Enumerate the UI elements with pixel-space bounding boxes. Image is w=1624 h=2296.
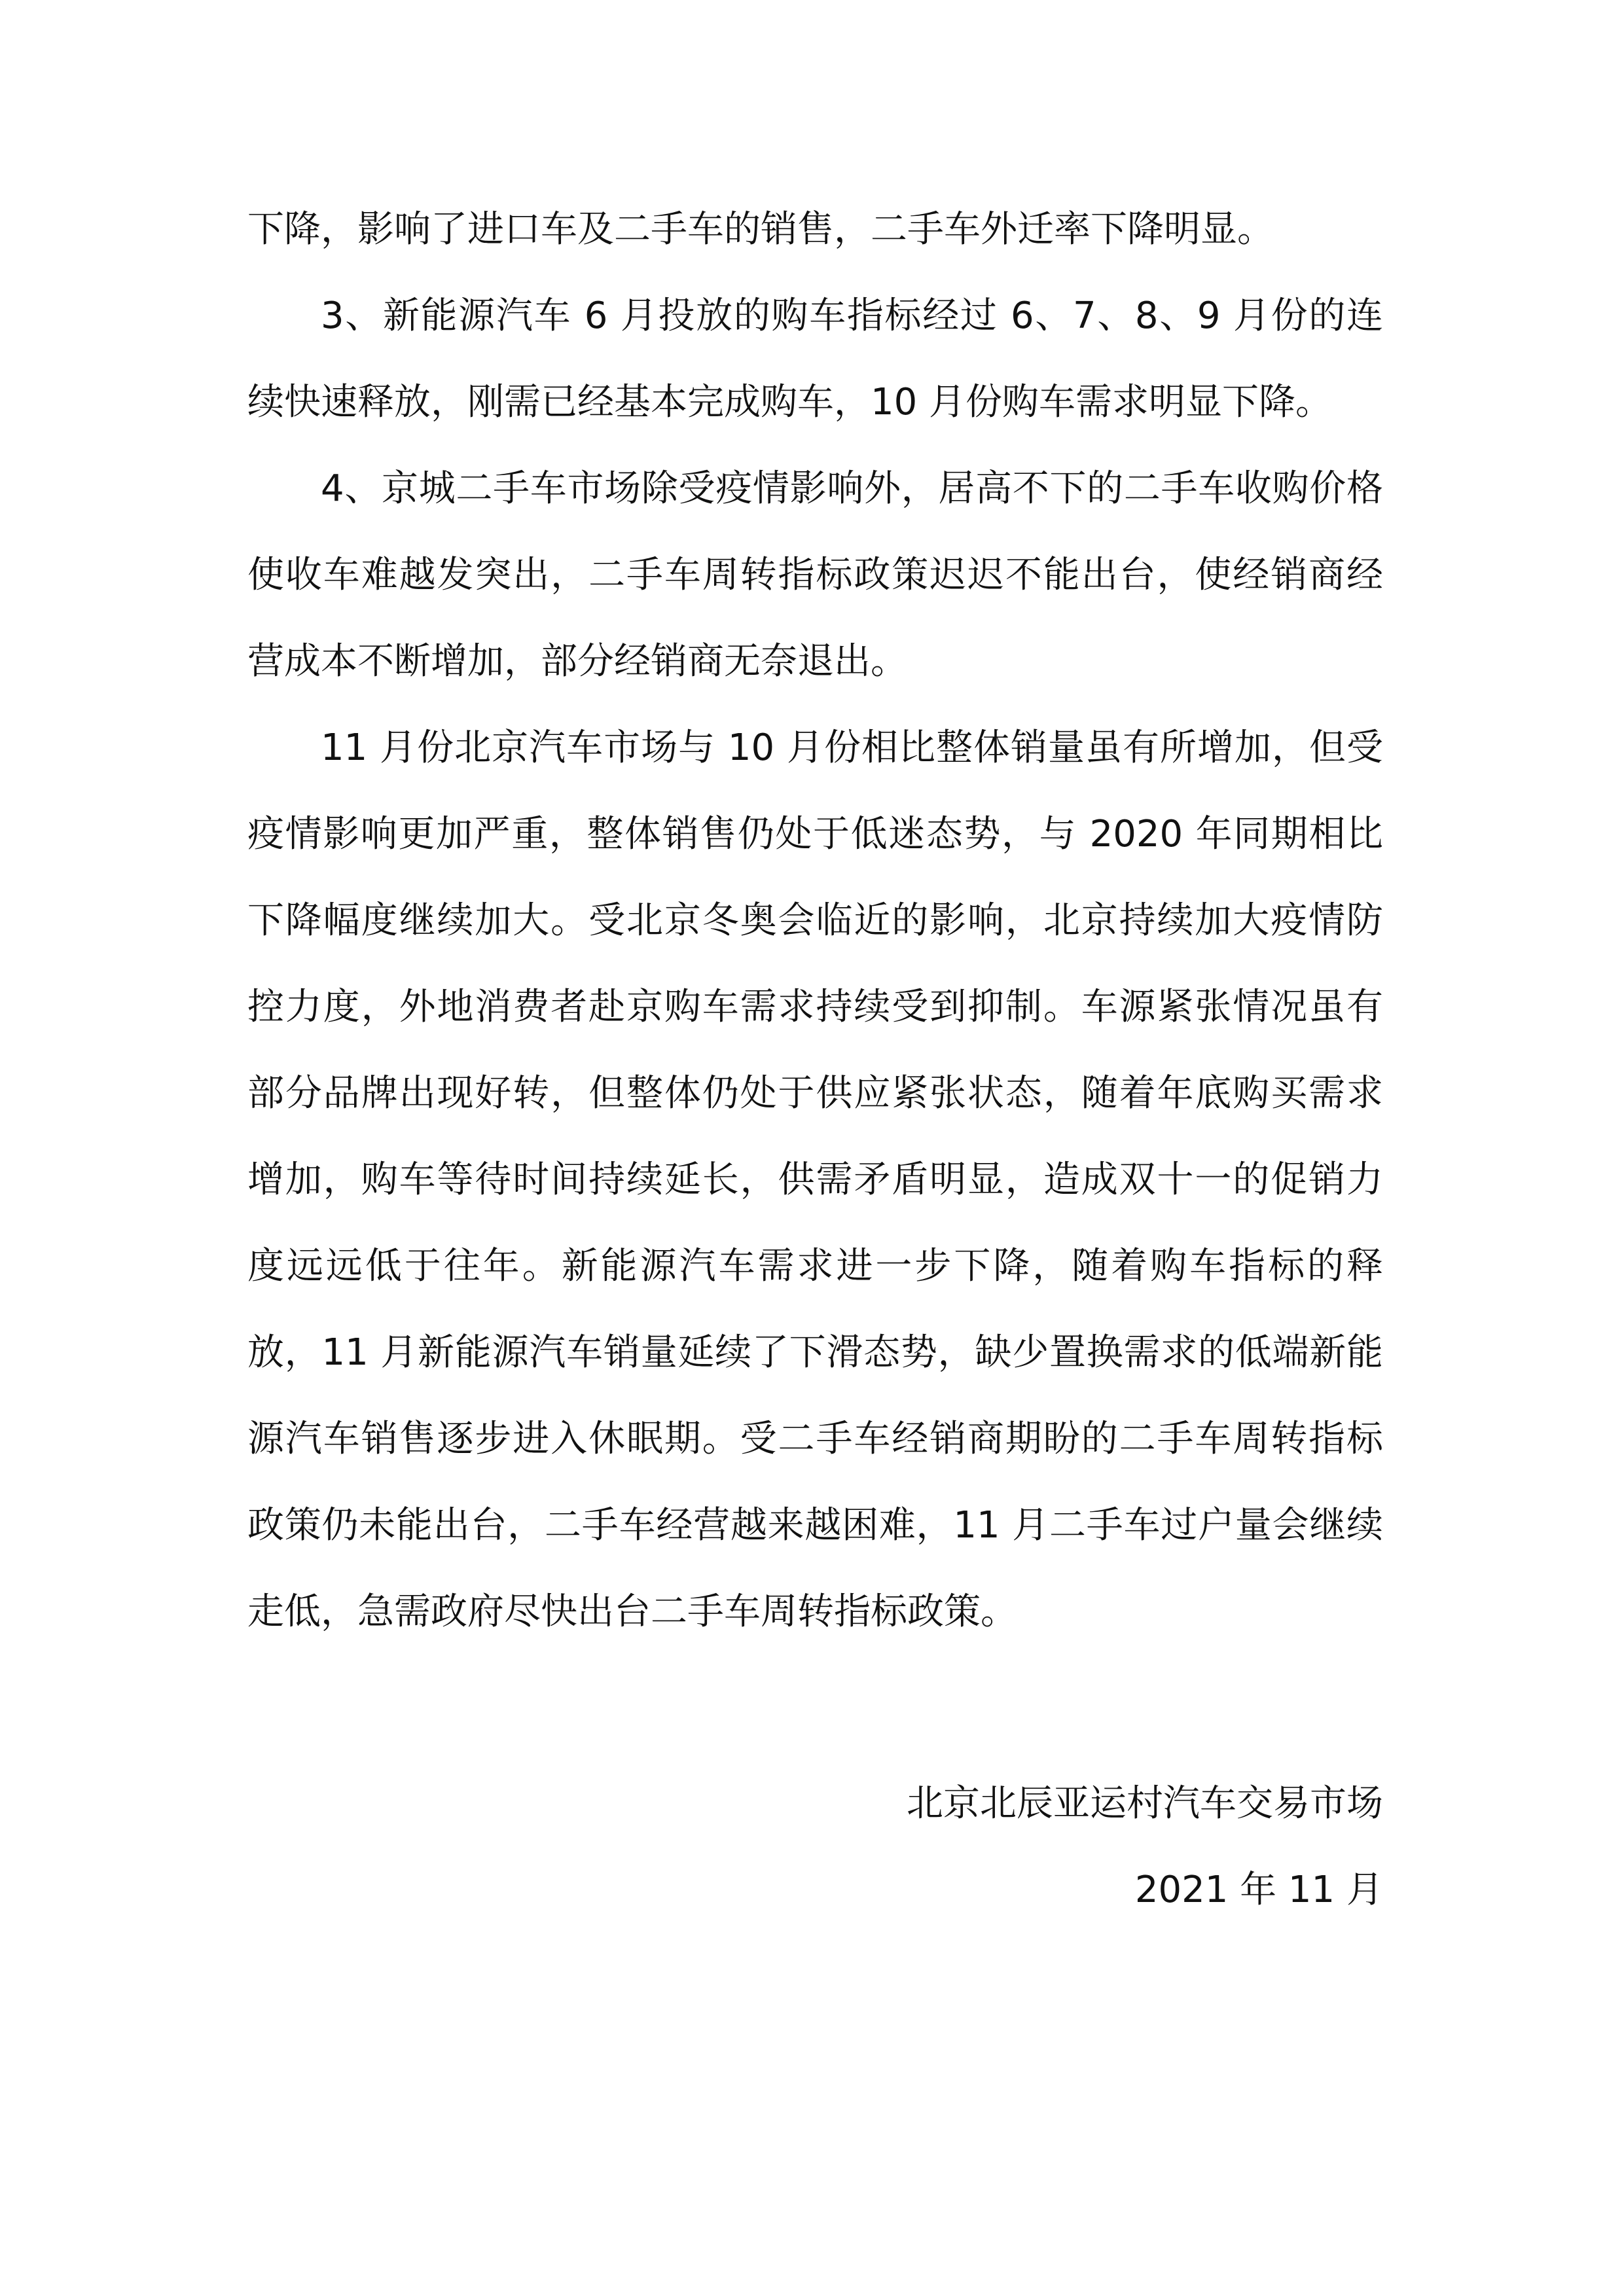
- signature-block: [907, 1761, 1383, 1933]
- document-body: [247, 187, 1383, 1655]
- paragraph-continuation: 下降，影响了进口车及二手车的销售，二手车外迁率下降明显。: [247, 208, 1274, 251]
- paragraph-summary: 11 月份北京汽车市场与 10 月份相比整体销量虽有所增加，但受疫情影响更加严重，整体销售仍处于低迷态势，与 2020 年同期相比下降幅度继续加大。受北京冬奥会临近的影响，北京持续加大疫情防控力度，外地消费者赴京购车需求持续受到抑制。车源紧张情况虽有部分品牌出现好转，但整体仍处于供应紧张状态，随着年底购买需求增加，购车等待时间持续延长，供需矛盾明显，造成双十一的促销力度远远低于往年。新能源汽车需求进一步下降，随着购车指标的释放，11 月新能源汽车销量延续了下滑态势，缺少置换需求的低端新能源汽车销售逐步进入休眠期。受二手车经销商期盼的二手车周转指标政策仍未能出台，二手车经营越来越困难，11 月二手车过户量会继续走低，急需政府尽快出台二手车周转指标政策。: [247, 726, 1383, 1633]
- signature-date: 2021 年 11 月: [1134, 1869, 1383, 1911]
- paragraph-item-3: 3、新能源汽车 6 月投放的购车指标经过 6、7、8、9 月份的连续快速释放，刚需已经基本完成购车，10 月份购车需求明显下降。: [247, 295, 1383, 423]
- paragraph-item-4: 4、京城二手车市场除受疫情影响外，居高不下的二手车收购价格使收车难越发突出，二手车周转指标政策迟迟不能出台，使经销商经营成本不断增加，部分经销商无奈退出。: [247, 467, 1383, 683]
- signature-organization: 北京北辰亚运村汽车交易市场: [907, 1782, 1383, 1825]
